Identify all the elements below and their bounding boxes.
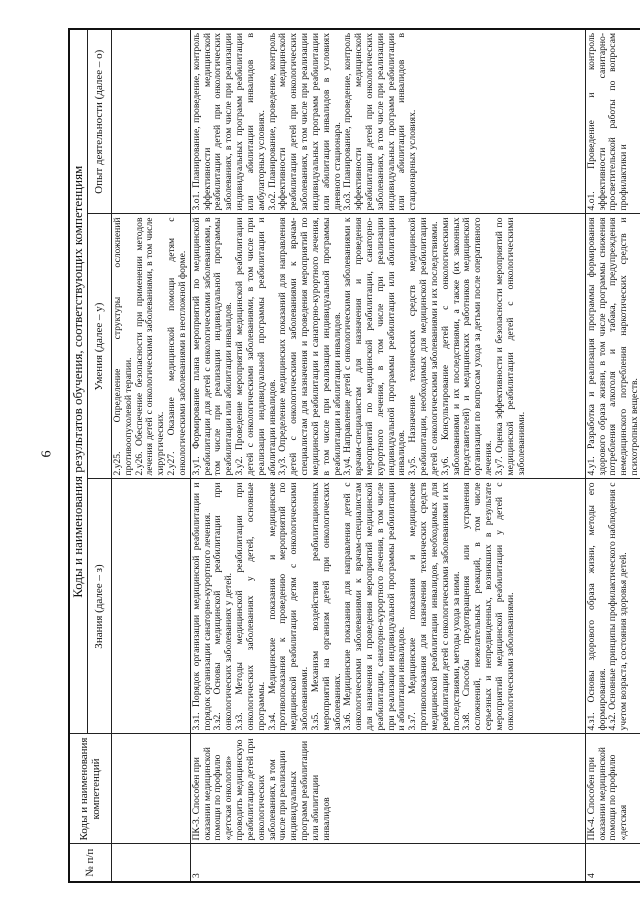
experience-cell: 4.о1. Проведение и контроль эффективности санитарно-просветительской работы по вопросам профилактики и (585, 29, 640, 214)
skills-cell: 2.у25. Определение структуры осложнений противоопухолевой терапии. 2.у26. Обеспечение безопасности при применении методов лечения детей с онкологическими заболеваниями, в том числе хирургических. 2.у27. Оказание медицинской помощи детям с онкологическими заболеваниями в неотложной форме. (111, 214, 190, 479)
experience-cell: 3.о1. Планирование, проведение, контроль эффективности медицинской реабилитации детей при онкологических заболеваниях, в том числе при реализации индивидуальных программ реабилитации или абилитации инвалидов в амбулаторных условиях. 3.о2. Планирование, проведение, контроль эффективности медицинской реабилитации детей при онкологических заболеваниях, в том числе при реализации индивидуальных программ реабилитации или абилитации инвалидов в условиях дневного стационара. 3.о3. Планирование, проведение, контроль эффективности медицинской реабилитации детей при онкологических заболеваниях, в том числе при реализации индивидуальных программ реабилитации или абилитации инвалидов в стационарных условиях. (190, 29, 585, 214)
header-knowledge: Знания (далее – з) (87, 479, 111, 734)
table-row-4 (585, 29, 640, 882)
competence-cell: ПК-4. Способен при оказании медицинской помощи по профилю «детская (585, 734, 640, 844)
header-codes: Коды и наименования компетенций (69, 734, 111, 844)
page-number: 6 (39, 450, 55, 458)
header-experience: Опыт деятельности (далее – о) (87, 29, 111, 214)
header-skills: Умения (далее – у) (87, 214, 111, 479)
competence-cell: ПК-3. Способен при оказании медицинской помощи по профилю «детская онкология» проводить медицинскую реабилитацию детей при онкологических заболеваниях, в том числе при реализации индивидуальных программ реабилитации или абилитации инвалидов (190, 734, 585, 844)
header-num: № п/п (69, 844, 111, 882)
table-row-continuation (111, 29, 190, 882)
skills-cell: 4.у1. Разработка и реализация программы формирования здорового образа жизни, в том числе программы снижения потребления алкоголя и табака, предупреждения немедицинского потребления наркотических средств и психотропных веществ. (585, 214, 640, 479)
knowledge-cell: 3.з1. Порядок организации медицинской реабилитации и порядок организации санаторно-курортного лечения. 3.з2. Основы медицинской реабилитации при онкологических заболеваниях у детей. 3.з3. Методы медицинской реабилитации при онкологических заболеваниях у детей, основные программы. 3.з4. Медицинские показания и медицинские противопоказания к проведению мероприятий по медицинской реабилитации детям с онкологическими заболеваниями. 3.з5. Механизм воздействия реабилитационных мероприятий на организм детей при онкологических заболеваниях. 3.з6. Медицинские показания для направления детей с онкологическими заболеваниями к врачам-специалистам для назначения и проведения мероприятий медицинской реабилитации, санаторно-курортного лечения, в том числе при реализации индивидуальной программы реабилитации и абилитации инвалидов. 3.з7. Медицинские показания и медицинские противопоказания для назначения технических средств медицинской реабилитации инвалидов, необходимых для реабилитации детей с онкологическими заболеваниями и их последствиями, методы ухода за ними. 3.з8. Способы предотвращения или устранения осложнений, нежелательных реакций, в том числе серьезных и непредвиденных, возникших в результате мероприятий медицинской реабилитации у детей с онкологическими заболеваниями. (190, 479, 585, 734)
row-num: 3 (190, 844, 585, 882)
competency-table (68, 28, 640, 883)
skills-cell: 3.у1. Формирование плана мероприятий по медицинской реабилитации для детей с онкологическими заболеваниями, в том числе при реализации индивидуальной программы реабилитации или абилитации инвалидов. 3.у2. Проведение мероприятий медицинской реабилитации детей с онкологическими заболеваниями, в том числе при реализации индивидуальной программы реабилитации и абилитации инвалидов. 3.у3. Определение медицинских показаний для направления детей с онкологическими заболеваниями к врачам-специалистам для назначения и проведения мероприятий по медицинской реабилитации и санаторно-курортного лечения, в том числе при реализации индивидуальной программы реабилитации и абилитации инвалидов. 3.у4. Направление детей с онкологическими заболеваниями к врачам-специалистам для назначения и проведения мероприятий по медицинской реабилитации, санаторно-курортного лечения, в том числе при реализации индивидуальной программы реабилитации или абилитации инвалидов. 3.у5. Назначение технических средств медицинской реабилитации, необходимых для медицинской реабилитации детей с онкологическими заболеваниями и их последствиями. 3.у6. Консультирование детей с онкологическими заболеваниями и их последствиями, а также (их законных представителей) и медицинских работников медицинской организации по вопросам ухода за детьми после оперативного лечения. 3.у7. Оценка эффективности и безопасности мероприятий по медицинской реабилитации детей с онкологическими заболеваниями. (190, 214, 585, 479)
header-group: Коды и наименования результатов обучения, соответствующих компетенциям (69, 29, 87, 734)
row-num: 4 (585, 844, 640, 882)
table-row-3 (190, 29, 585, 882)
knowledge-cell: 4.з1. Основы здорового образа жизни, методы его формирования. 4.з2. Основные принципы профилактического наблюдения с учетом возраста, состояния здоровья детей. (585, 479, 640, 734)
competency-table-rotated (68, 30, 640, 883)
